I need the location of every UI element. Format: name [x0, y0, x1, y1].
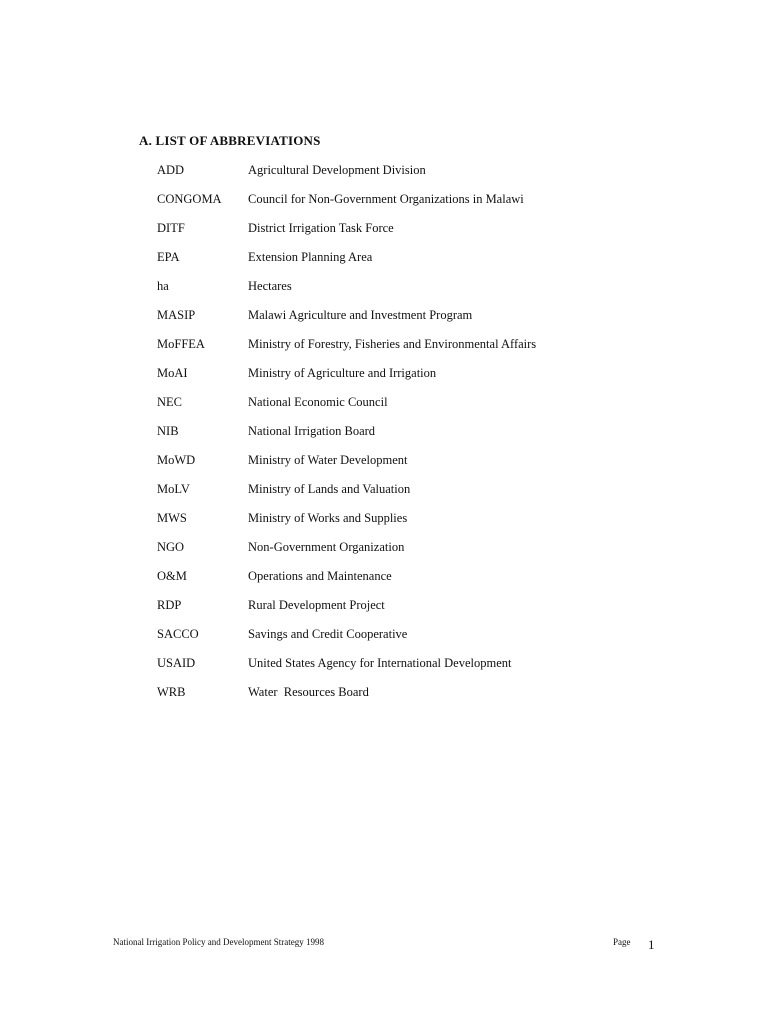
- abbreviation-code: RDP: [157, 598, 182, 612]
- abbreviation-code: MoWD: [157, 453, 196, 467]
- abbreviation-meaning: Hectares: [248, 279, 292, 293]
- abbreviation-meaning: Ministry of Agriculture and Irrigation: [248, 366, 437, 380]
- abbreviation-code: USAID: [157, 656, 196, 670]
- abbreviation-code: DITF: [157, 221, 185, 235]
- abbreviation-code: ADD: [157, 163, 185, 177]
- abbreviation-code: EPA: [157, 250, 180, 264]
- abbreviation-meaning: Non-Government Organization: [248, 540, 405, 554]
- abbreviation-row: [157, 626, 717, 655]
- abbreviation-code: MoLV: [157, 482, 190, 496]
- abbreviation-code: SACCO: [157, 627, 199, 641]
- abbreviation-code: ha: [157, 279, 169, 293]
- abbreviation-code: MoAI: [157, 366, 188, 380]
- abbreviation-code: MWS: [157, 511, 187, 525]
- abbreviation-row: [157, 452, 717, 481]
- abbreviation-code: WRB: [157, 685, 186, 699]
- abbreviation-meaning: District Irrigation Task Force: [248, 221, 394, 235]
- abbreviation-meaning: Ministry of Water Development: [248, 453, 408, 467]
- section-heading: A. LIST OF ABBREVIATIONS: [139, 133, 321, 148]
- abbreviation-row: [157, 307, 717, 336]
- abbreviation-row: [157, 539, 717, 568]
- abbreviation-meaning: Ministry of Forestry, Fisheries and Environmental Affairs: [248, 337, 537, 351]
- abbreviation-meaning: Extension Planning Area: [248, 250, 373, 264]
- abbreviation-row: [157, 365, 717, 394]
- abbreviation-meaning: Savings and Credit Cooperative: [248, 627, 408, 641]
- abbreviation-meaning: National Irrigation Board: [248, 424, 376, 438]
- abbreviation-code: MoFFEA: [157, 337, 205, 351]
- abbreviation-meaning: Council for Non-Government Organizations in Malawi: [248, 192, 524, 206]
- abbreviation-row: [157, 684, 717, 713]
- abbreviation-code: CONGOMA: [157, 192, 222, 206]
- abbreviation-meaning: Water Resources Board: [248, 685, 369, 699]
- abbreviation-meaning: United States Agency for International Development: [248, 656, 512, 670]
- abbreviation-meaning: Ministry of Works and Supplies: [248, 511, 408, 525]
- abbreviation-meaning: National Economic Council: [248, 395, 388, 409]
- abbreviation-code: O&M: [157, 569, 187, 583]
- abbreviation-meaning: Agricultural Development Division: [248, 163, 426, 177]
- footer-page-label: Page: [613, 937, 631, 947]
- abbreviation-row: [157, 568, 717, 597]
- abbreviations-list: [157, 162, 717, 713]
- abbreviation-row: [157, 278, 717, 307]
- abbreviation-meaning: Ministry of Lands and Valuation: [248, 482, 411, 496]
- abbreviation-meaning: Rural Development Project: [248, 598, 385, 612]
- abbreviation-row: [157, 394, 717, 423]
- abbreviation-row: [157, 336, 717, 365]
- abbreviation-meaning: Malawi Agriculture and Investment Program: [248, 308, 473, 322]
- abbreviation-code: NEC: [157, 395, 182, 409]
- abbreviation-row: [157, 423, 717, 452]
- abbreviation-row: [157, 481, 717, 510]
- abbreviation-row: [157, 249, 717, 278]
- footer-page-number: 1: [648, 937, 655, 952]
- abbreviation-code: NIB: [157, 424, 179, 438]
- abbreviation-code: NGO: [157, 540, 185, 554]
- footer-document-title: National Irrigation Policy and Development Strategy 1998: [113, 937, 324, 947]
- abbreviation-row: [157, 220, 717, 249]
- abbreviation-meaning: Operations and Maintenance: [248, 569, 392, 583]
- abbreviation-row: [157, 597, 717, 626]
- abbreviation-row: [157, 191, 717, 220]
- abbreviation-row: [157, 655, 717, 684]
- abbreviation-row: [157, 510, 717, 539]
- abbreviation-row: [157, 162, 717, 191]
- abbreviation-code: MASIP: [157, 308, 196, 322]
